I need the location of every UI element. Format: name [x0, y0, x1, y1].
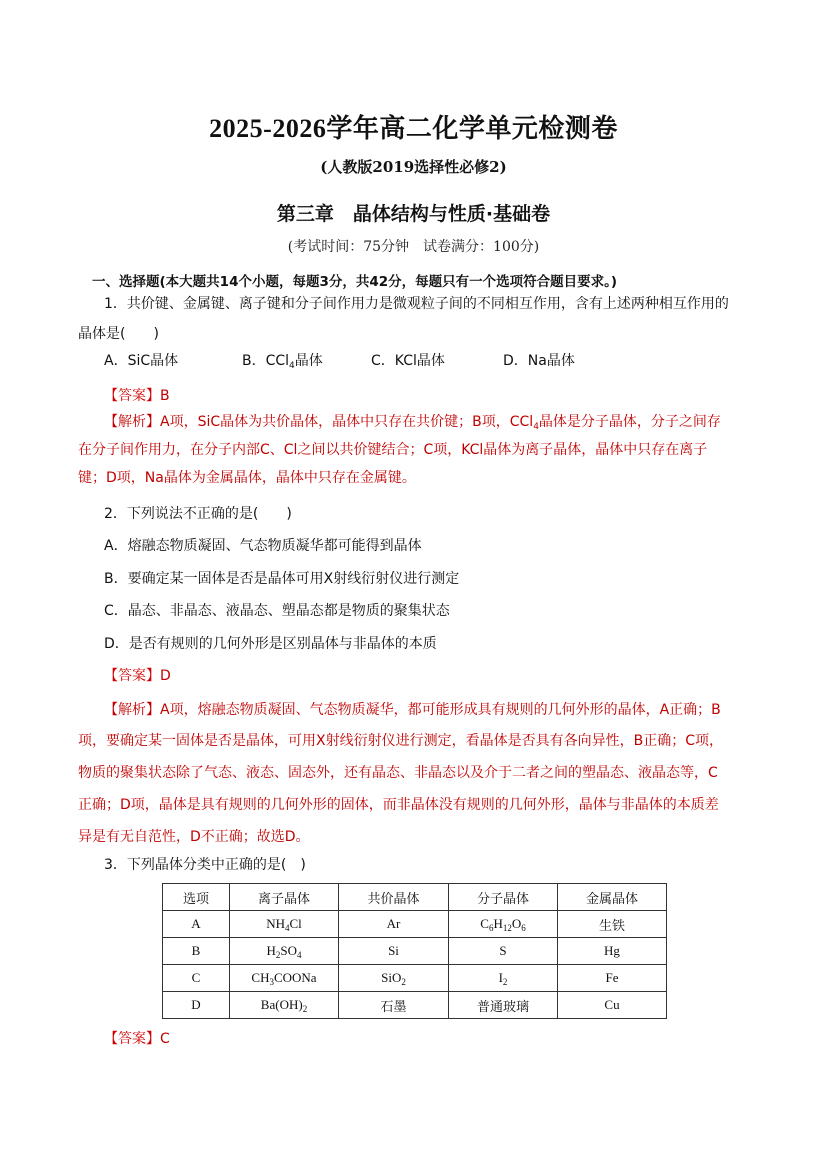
text-segment: 2．下列说法不正确的是( ): [104, 506, 292, 522]
text-segment: B: [191, 943, 201, 958]
q2-option-b: [104, 569, 459, 589]
table-header: 金属晶体: [558, 884, 667, 911]
table-cell: [230, 992, 339, 1019]
q1-option-c: [371, 351, 445, 371]
table-row: [163, 965, 667, 992]
table-cell: [558, 938, 667, 965]
text-segment: B．要确定某一固体是否是晶体可用X射线衍射仪进行测定: [104, 571, 460, 587]
answer-tag: 【答案】: [104, 668, 160, 684]
subscript: 2: [502, 976, 508, 987]
text-segment: 石墨: [380, 999, 407, 1015]
text-segment: D: [191, 997, 201, 1012]
table-row: [163, 938, 667, 965]
analysis-tag: 【解析】: [104, 414, 160, 430]
q2-analysis-line: [78, 763, 718, 783]
text-segment: CH: [251, 969, 270, 985]
text-segment: C．KCl晶体: [371, 353, 445, 369]
subscript: 6: [488, 922, 494, 933]
text-segment: O: [511, 915, 522, 931]
text-segment: Cl: [289, 915, 302, 931]
table-cell: [449, 965, 558, 992]
edition-subtitle: (人教版2019选择性必修2): [320, 158, 507, 176]
analysis-tag: 【解析】: [104, 702, 160, 718]
text-segment: Ar: [386, 916, 401, 931]
q2-option-c: [104, 601, 450, 621]
text-segment: A项，熔融态物质凝固、气态物质凝华，都可能形成具有规则的几何外形的晶体，A正确；B: [160, 702, 721, 718]
q1-stem-line: [104, 294, 729, 314]
text-segment: Hg: [604, 943, 620, 958]
subscript: 4: [533, 422, 539, 432]
subscript: 2: [275, 949, 281, 960]
q1-analysis-line: [78, 440, 707, 460]
answer-value: B: [160, 388, 170, 404]
table-cell: [230, 965, 339, 992]
subscript: 4: [297, 949, 302, 960]
text-segment: H: [493, 915, 503, 931]
text-segment: B．CCl: [242, 353, 290, 369]
text-segment: A项，SiC晶体为共价晶体，晶体中只存在共价键；B项，CCl: [160, 414, 534, 430]
q2-stem-line: [104, 504, 292, 524]
table-cell: [163, 911, 230, 938]
text-segment: 晶体是分子晶体，分子之间存: [538, 414, 721, 430]
q2-answer: [104, 666, 171, 686]
table-cell: [230, 911, 339, 938]
text-segment: Si: [388, 943, 399, 958]
text-segment: Fe: [605, 970, 619, 985]
table-cell: [558, 992, 667, 1019]
q1-analysis-line: [78, 468, 416, 488]
text-segment: 异是有无自范性，D不正确；故选D。: [78, 829, 310, 845]
text-segment: C: [191, 970, 201, 985]
q2-analysis-line: [78, 827, 310, 847]
answer-tag: 【答案】: [104, 1031, 160, 1047]
text-segment: 晶体: [294, 353, 323, 369]
table-cell: [163, 938, 230, 965]
table-header: 共价晶体: [339, 884, 449, 911]
table-cell: [449, 992, 558, 1019]
text-segment: 项，要确定某一固体是否是晶体，可用X射线衍射仪进行测定，看晶体是否具有各向异性，B正确；C项，: [78, 733, 723, 749]
answer-tag: 【答案】: [104, 388, 160, 404]
subscript: 2: [401, 976, 406, 987]
table-header: 离子晶体: [230, 884, 339, 911]
table-cell: [339, 965, 449, 992]
q1-stem-line: [78, 324, 159, 344]
text-segment: 普通玻璃: [476, 999, 529, 1015]
subscript: 6: [521, 922, 526, 933]
q1-option-b: [242, 351, 323, 376]
text-segment: D．是否有规则的几何外形是区别晶体与非晶体的本质: [104, 636, 437, 652]
q1-analysis-line: [104, 412, 721, 437]
table-cell: [558, 911, 667, 938]
subscript: 4: [289, 361, 295, 371]
text-segment: 生铁: [598, 918, 625, 934]
text-segment: 晶体是( ): [78, 326, 159, 342]
analysis-text: [160, 702, 721, 718]
answer-value: D: [160, 668, 171, 684]
table-header-row: [163, 884, 667, 911]
text-segment: H: [266, 942, 276, 958]
text-segment: Cu: [604, 997, 620, 1012]
answer-value: C: [160, 1031, 170, 1047]
text-segment: SO: [280, 942, 297, 958]
q2-analysis-line: [104, 700, 721, 720]
text-segment: A．SiC晶体: [104, 353, 179, 369]
analysis-text: [160, 414, 721, 430]
text-segment: A: [191, 916, 201, 931]
subscript: 12: [502, 922, 512, 933]
subscript: 2: [302, 1003, 308, 1014]
q3-stem-line: [104, 855, 306, 875]
text-segment: S: [499, 943, 507, 958]
text-segment: Ba(OH): [260, 996, 303, 1012]
q3-answer: [104, 1029, 170, 1049]
table-row: [163, 992, 667, 1019]
table-cell: [558, 965, 667, 992]
q2-option-a: [104, 536, 422, 556]
table-cell: [163, 992, 230, 1019]
table-cell: [339, 992, 449, 1019]
text-segment: 在分子间作用力，在分子内部C、Cl之间以共价键结合；C项，KCl晶体为离子晶体，晶体中只存在离子: [78, 442, 708, 458]
q1-answer: [104, 386, 170, 406]
text-segment: COONa: [273, 969, 317, 985]
table-row: [163, 911, 667, 938]
table-cell: [163, 965, 230, 992]
q2-option-d: [104, 634, 437, 654]
text-segment: 1．共价键、金属键、离子键和分子间作用力是微观粒子间的不同相互作用，含有上述两种相互作用的: [104, 296, 729, 312]
document-title: 2025-2026学年高二化学单元检测卷: [209, 114, 618, 143]
subscript: 3: [269, 976, 274, 987]
q1-option-a: [104, 351, 178, 371]
text-segment: A．熔融态物质凝固、气态物质凝华都可能得到晶体: [104, 538, 422, 554]
table-cell: [449, 911, 558, 938]
text-segment: 键；D项，Na晶体为金属晶体，晶体中只存在金属键。: [78, 470, 416, 486]
text-segment: D．Na晶体: [503, 353, 575, 369]
q2-analysis-line: [78, 795, 719, 815]
table-cell: [230, 938, 339, 965]
q1-option-d: [503, 351, 575, 371]
text-segment: C．晶态、非晶态、液晶态、塑晶态都是物质的聚集状态: [104, 603, 450, 619]
text-segment: 3．下列晶体分类中正确的是( ): [104, 857, 306, 873]
text-segment: 正确；D项，晶体是具有规则的几何外形的固体，而非晶体没有规则的几何外形，晶体与非晶体的本质差: [78, 797, 719, 813]
chapter-title: 第三章 晶体结构与性质·基础卷: [276, 203, 551, 225]
crystal-classification-table: [162, 883, 667, 1019]
text-segment: SiO: [381, 969, 402, 985]
table-cell: [339, 938, 449, 965]
subscript: 4: [284, 922, 290, 933]
table-header: 选项: [163, 884, 230, 911]
q2-analysis-line: [78, 731, 723, 751]
table-cell: [449, 938, 558, 965]
text-segment: NH: [266, 915, 285, 931]
section-heading: 一、选择题(本大题共14个小题，每题3分，共42分，每题只有一个选项符合题目要求。): [92, 274, 618, 290]
text-segment: 物质的聚集状态除了气态、液态、固态外，还有晶态、非晶态以及介于二者之间的塑晶态、液晶态等，C: [78, 765, 718, 781]
table-header: 分子晶体: [449, 884, 558, 911]
table-cell: [339, 911, 449, 938]
exam-info: (考试时间：75分钟 试卷满分：100分): [287, 239, 540, 255]
text-segment: I: [498, 969, 503, 985]
text-segment: C: [480, 915, 489, 931]
